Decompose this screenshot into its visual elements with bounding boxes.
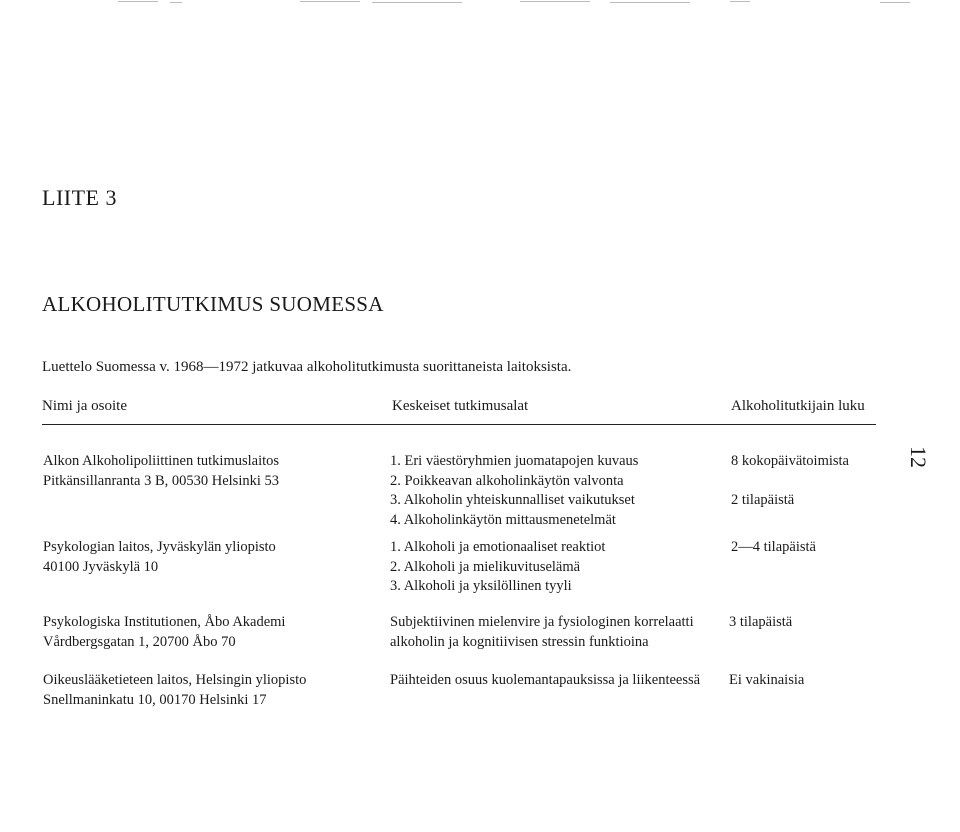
column-header-name: Nimi ja osoite — [42, 398, 127, 414]
row-3-name — [43, 613, 285, 652]
count-line: 3 tilapäistä — [729, 614, 793, 630]
row-3-topics — [390, 613, 694, 652]
name-line: Psykologian laitos, Jyväskylän yliopisto — [43, 539, 276, 555]
row-2-topics — [390, 538, 605, 597]
name-line: Alkon Alkoholipoliittinen tutkimuslaitos — [43, 453, 280, 469]
topic-line: alkoholin ja kognitiivisen stressin funktioina — [390, 633, 649, 650]
count-line: 2—4 tilapäistä — [731, 539, 816, 555]
name-line: Oikeuslääketieteen laitos, Helsingin yliopisto — [43, 672, 307, 688]
count-line: Ei vakinaisia — [729, 672, 805, 688]
count-line: 8 kokopäivätoimista — [731, 453, 849, 469]
row-2-count — [731, 538, 816, 558]
column-header-count: Alkoholitutkijain luku — [731, 398, 865, 414]
count-line — [731, 472, 849, 492]
address-line: Pitkänsillanranta 3 B, 00530 Helsinki 53 — [43, 472, 280, 489]
row-1-name — [43, 452, 279, 491]
name-line: Psykologiska Institutionen, Åbo Akademi — [43, 614, 286, 630]
intro-text: Luettelo Suomessa v. 1968—1972 jatkuvaa alkoholitutkimusta suorittaneista laitoksista. — [42, 359, 572, 375]
page-number: 12 — [906, 446, 931, 468]
topic-line: 2. Alkoholi ja mielikuvituselämä — [390, 558, 581, 575]
row-1-topics — [390, 452, 638, 530]
appendix-label: LIITE 3 — [42, 185, 117, 210]
topic-line: 3. Alkoholin yhteiskunnalliset vaikutukset — [390, 492, 635, 508]
topic-line: 1. Eri väestöryhmien juomatapojen kuvaus — [390, 453, 639, 469]
row-4-name — [43, 671, 306, 710]
header-rule — [42, 424, 876, 425]
document-title: ALKOHOLITUTKIMUS SUOMESSA — [42, 292, 384, 316]
scan-specks — [0, 0, 960, 6]
topic-line: 3. Alkoholi ja yksilöllinen tyyli — [390, 578, 572, 594]
address-line: Vårdbergsgatan 1, 20700 Åbo 70 — [43, 633, 236, 650]
row-3-count — [729, 613, 792, 633]
row-1-count — [731, 452, 849, 511]
row-4-topics — [390, 671, 700, 691]
topic-line: 4. Alkoholinkäytön mittausmenetelmät — [390, 511, 616, 528]
row-2-name — [43, 538, 276, 577]
address-line: Snellmaninkatu 10, 00170 Helsinki 17 — [43, 691, 267, 708]
address-line: 40100 Jyväskylä 10 — [43, 558, 159, 575]
column-header-topics: Keskeiset tutkimusalat — [392, 398, 529, 414]
topic-line: 2. Poikkeavan alkoholinkäytön valvonta — [390, 472, 624, 489]
row-4-count — [729, 671, 804, 691]
topic-line: 1. Alkoholi ja emotionaaliset reaktiot — [390, 539, 606, 555]
topic-line: Päihteiden osuus kuolemantapauksissa ja liikenteessä — [390, 672, 701, 688]
count-line: 2 tilapäistä — [731, 492, 795, 508]
topic-line: Subjektiivinen mielenvire ja fysiologinen korrelaatti — [390, 614, 694, 630]
